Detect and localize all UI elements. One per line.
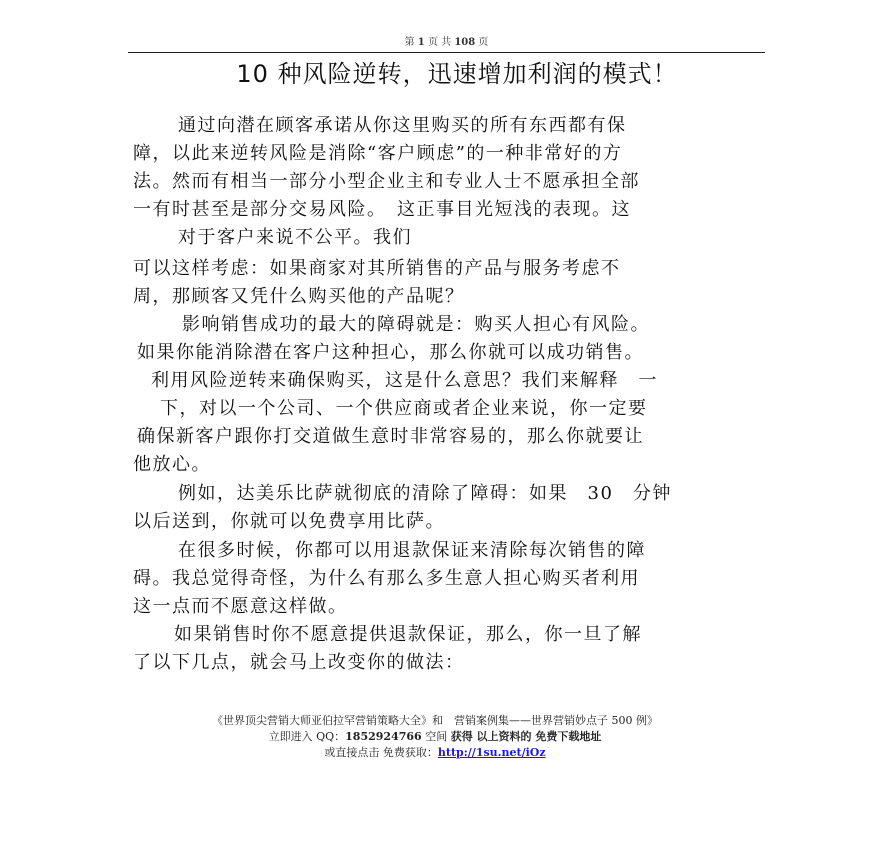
body-line: 碍。我总觉得奇怪，为什么有那么多生意人担心购买者利用 [133, 568, 640, 589]
footer-link-label: 或直接点击 免费获取： [324, 746, 438, 759]
footer-qq-line [0, 729, 870, 744]
body-line: 一有时甚至是部分交易风险。 这正事目光短浅的表现。这 [133, 199, 631, 220]
body-line: 这一点而不愿意这样做。 [133, 596, 348, 617]
document-title: 10 种风险逆转，迅速增加利润的模式！ [236, 60, 678, 88]
page-prefix: 第 [404, 37, 415, 48]
download-link[interactable]: http://1su.net/iOz [437, 746, 546, 759]
body-line: 可以这样考虑：如果商家对其所销售的产品与服务考虑不 [133, 258, 621, 279]
footer-link-line [0, 745, 870, 760]
body-line: 影响销售成功的最大的障碍就是：购买人担心有风险。 [182, 314, 650, 335]
page-mid: 页 共 [427, 37, 452, 48]
footer-download-text: 获得 以上资料的 免费下载地址 [450, 730, 602, 743]
page-header [128, 36, 765, 53]
body-line: 通过向潜在顾客承诺从你这里购买的所有东西都有保 [178, 115, 627, 136]
body-line: 对于客户来说不公平。我们 [178, 227, 412, 248]
footer-qq-label: 立即进入 QQ： [268, 730, 346, 743]
footer-qq-number: 1852924766 [345, 730, 422, 743]
body-line: 如果销售时你不愿意提供退款保证，那么，你一旦了解 [174, 624, 642, 645]
body-line: 利用风险逆转来确保购买，这是什么意思？我们来解释 一 [151, 370, 658, 391]
body-line: 他放心。 [133, 454, 211, 475]
body-line: 下，对以一个公司、一个供应商或者企业来说，你一定要 [160, 398, 648, 419]
body-line: 障，以此来逆转风险是消除“客户顾虑”的一种非常好的方 [133, 143, 623, 164]
body-line: 例如，达美乐比萨就彻底的清除了障碍：如果 30 分钟 [178, 483, 672, 504]
footer-space-text: 空间 [421, 730, 451, 743]
body-line: 以后送到，你就可以免费享用比萨。 [133, 511, 445, 532]
body-line: 在很多时候，你都可以用退款保证来清除每次销售的障 [178, 540, 646, 561]
body-line: 周，那顾客又凭什么购买他的产品呢？ [133, 286, 465, 307]
body-line: 如果你能消除潜在客户这种担心，那么你就可以成功销售。 [137, 342, 644, 363]
footer-book-titles: 《世界顶尖营销大师亚伯拉罕营销策略大全》和 营销案例集——世界营销妙点子 500 例》 [212, 714, 658, 727]
page-number: 1 [417, 37, 425, 48]
page-suffix: 页 [478, 37, 489, 48]
body-line: 了以下几点，就会马上改变你的做法： [133, 652, 465, 673]
page-total: 108 [454, 37, 476, 48]
body-line: 确保新客户跟你打交道做生意时非常容易的，那么你就要让 [137, 426, 644, 447]
body-line: 法。然而有相当一部分小型企业主和专业人士不愿承担全部 [133, 171, 640, 192]
